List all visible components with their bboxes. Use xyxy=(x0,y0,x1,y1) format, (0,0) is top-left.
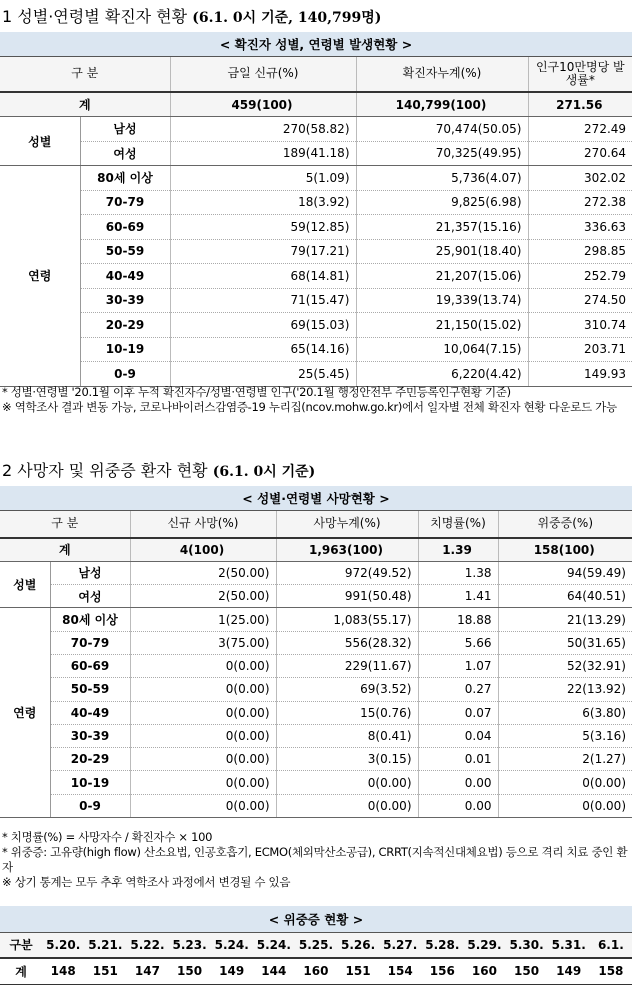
date-header: 5.24. xyxy=(211,932,253,958)
cell-value: 1(25.00) xyxy=(130,608,276,631)
table-caption: < 위중증 현황 > xyxy=(0,906,632,932)
date-header: 5.26. xyxy=(337,932,379,958)
critical-count: 149 xyxy=(548,958,590,984)
cell-value: 1.41 xyxy=(418,585,498,608)
values-row xyxy=(0,958,632,984)
row-label: 여성 xyxy=(50,585,130,608)
row-label: 50-59 xyxy=(80,239,170,264)
cell-value: 270(58.82) xyxy=(170,117,356,142)
cell-value: 0(0.00) xyxy=(130,794,276,817)
cell-value: 298.85 xyxy=(528,239,632,264)
section2-title xyxy=(2,458,315,481)
cell-value: 5,736(4.07) xyxy=(356,166,528,191)
cell-value: 310.74 xyxy=(528,313,632,338)
cell-value: 25,901(18.40) xyxy=(356,239,528,264)
cell-value: 21,207(15.06) xyxy=(356,264,528,289)
row-label: 30-39 xyxy=(80,288,170,313)
table-caption: < 확진자 성별, 연령별 발생현황 > xyxy=(0,32,632,56)
cell-value: 8(0.41) xyxy=(276,724,418,747)
cell-value: 6(3.80) xyxy=(498,701,632,724)
group-label: 연령 xyxy=(0,608,50,818)
cell-value: 94(59.49) xyxy=(498,561,632,584)
column-header: 신규 사망(%) xyxy=(130,510,276,538)
table-caption: < 성별·연령별 사망현황 > xyxy=(0,486,632,510)
date-header: 5.31. xyxy=(548,932,590,958)
row-label: 60-69 xyxy=(80,215,170,240)
section2-title-text: 사망자 및 위중증 환자 현황 xyxy=(17,461,208,480)
deaths-table xyxy=(0,486,632,818)
table-row xyxy=(0,141,632,166)
row-label: 10-19 xyxy=(50,771,130,794)
footnote: * 치명률(%) = 사망자수 / 확진자수 × 100 xyxy=(2,830,213,844)
date-header-row xyxy=(0,932,632,958)
cell-value: 2(50.00) xyxy=(130,561,276,584)
row-label: 70-79 xyxy=(80,190,170,215)
header-label: 구분 xyxy=(0,932,42,958)
cell-value: 21,357(15.16) xyxy=(356,215,528,240)
table-caption-row xyxy=(0,486,632,510)
date-header: 5.24. xyxy=(253,932,295,958)
cell-value: 556(28.32) xyxy=(276,631,418,654)
column-header: 인구10만명당 발생률* xyxy=(528,56,632,92)
cell-value: 0.01 xyxy=(418,748,498,771)
confirmed-cases-table xyxy=(0,32,632,387)
footnote: ※ 상기 통계는 모두 추후 역학조사 과정에서 변경될 수 있음 xyxy=(2,875,291,889)
table-row xyxy=(0,215,632,240)
table-row xyxy=(0,724,632,747)
cell-value: 69(15.03) xyxy=(170,313,356,338)
section2-notes xyxy=(2,830,630,890)
table-caption-row xyxy=(0,32,632,56)
cell-value: 6,220(4.42) xyxy=(356,362,528,387)
date-header: 5.23. xyxy=(169,932,211,958)
cell-value: 229(11.67) xyxy=(276,654,418,677)
column-header: 확진자누계(%) xyxy=(356,56,528,92)
cell-value: 64(40.51) xyxy=(498,585,632,608)
table-row xyxy=(0,117,632,142)
section2-subtitle: (6.1. 0시 기준) xyxy=(212,464,316,480)
footnote: ※ 역학조사 결과 변동 가능, 코로나바이러스감염증-19 누리집(ncov.mohw.go.kr)에서 일자별 전체 확진자 현황 다운로드 가능 xyxy=(2,400,617,414)
section1-number: 1 xyxy=(2,7,13,26)
column-header: 구 분 xyxy=(0,510,130,538)
table-row xyxy=(0,748,632,771)
row-label: 20-29 xyxy=(50,748,130,771)
section2-number: 2 xyxy=(2,461,13,480)
cell-value: 1.38 xyxy=(418,561,498,584)
row-label: 40-49 xyxy=(80,264,170,289)
cell-value: 10,064(7.15) xyxy=(356,337,528,362)
row-label: 여성 xyxy=(80,141,170,166)
date-header: 5.20. xyxy=(42,932,84,958)
cell-value: 189(41.18) xyxy=(170,141,356,166)
critical-count: 158 xyxy=(590,958,632,984)
critical-count: 160 xyxy=(295,958,337,984)
total-row xyxy=(0,92,632,117)
cell-value: 0.00 xyxy=(418,794,498,817)
table-row xyxy=(0,678,632,701)
critical-cases-table xyxy=(0,906,632,985)
column-header: 위중증(%) xyxy=(498,510,632,538)
table-row xyxy=(0,771,632,794)
total-value: 1,963(100) xyxy=(276,538,418,561)
group-label: 연령 xyxy=(0,166,80,387)
table-header-row xyxy=(0,510,632,538)
row-label: 60-69 xyxy=(50,654,130,677)
column-header: 금일 신규(%) xyxy=(170,56,356,92)
critical-count: 151 xyxy=(337,958,379,984)
table-row xyxy=(0,608,632,631)
cell-value: 0(0.00) xyxy=(498,771,632,794)
cell-value: 274.50 xyxy=(528,288,632,313)
date-header: 5.30. xyxy=(506,932,548,958)
cell-value: 0.04 xyxy=(418,724,498,747)
cell-value: 336.63 xyxy=(528,215,632,240)
date-header: 5.21. xyxy=(84,932,126,958)
table-row xyxy=(0,166,632,191)
cell-value: 15(0.76) xyxy=(276,701,418,724)
critical-count: 150 xyxy=(169,958,211,984)
cell-value: 3(0.15) xyxy=(276,748,418,771)
table-row xyxy=(0,701,632,724)
cell-value: 50(31.65) xyxy=(498,631,632,654)
cell-value: 0.27 xyxy=(418,678,498,701)
cell-value: 270.64 xyxy=(528,141,632,166)
cell-value: 18(3.92) xyxy=(170,190,356,215)
row-label: 40-49 xyxy=(50,701,130,724)
section1-title-text: 성별·연령별 확진자 현황 xyxy=(17,7,188,26)
cell-value: 0(0.00) xyxy=(276,794,418,817)
cell-value: 302.02 xyxy=(528,166,632,191)
group-label: 성별 xyxy=(0,561,50,608)
row-label: 남성 xyxy=(50,561,130,584)
row-label: 10-19 xyxy=(80,337,170,362)
cell-value: 272.49 xyxy=(528,117,632,142)
cell-value: 70,474(50.05) xyxy=(356,117,528,142)
total-value: 459(100) xyxy=(170,92,356,117)
total-row xyxy=(0,538,632,561)
cell-value: 21,150(15.02) xyxy=(356,313,528,338)
date-header: 5.29. xyxy=(463,932,505,958)
row-label: 30-39 xyxy=(50,724,130,747)
cell-value: 68(14.81) xyxy=(170,264,356,289)
cell-value: 272.38 xyxy=(528,190,632,215)
table-row xyxy=(0,585,632,608)
cell-value: 18.88 xyxy=(418,608,498,631)
table-caption-row xyxy=(0,906,632,932)
row-label: 50-59 xyxy=(50,678,130,701)
column-header: 사망누계(%) xyxy=(276,510,418,538)
footnote: * 성별·연령별 '20.1월 이후 누적 확진자수/성별·연령별 인구('20.1월 행정안전부 주민등록인구현황 기준) xyxy=(2,385,511,399)
cell-value: 5(3.16) xyxy=(498,724,632,747)
total-label: 계 xyxy=(0,92,170,117)
row-label: 남성 xyxy=(80,117,170,142)
cell-value: 0.07 xyxy=(418,701,498,724)
footnote: * 위중증: 고유량(high flow) 산소요법, 인공호흡기, ECMO(체외막산소공급), CRRT(지속적신대체요법) 등으로 격리 치료 중인 환자 xyxy=(2,845,628,874)
cell-value: 1.07 xyxy=(418,654,498,677)
cell-value: 149.93 xyxy=(528,362,632,387)
table-row xyxy=(0,362,632,387)
cell-value: 9,825(6.98) xyxy=(356,190,528,215)
cell-value: 5.66 xyxy=(418,631,498,654)
cell-value: 19,339(13.74) xyxy=(356,288,528,313)
cell-value: 203.71 xyxy=(528,337,632,362)
critical-count: 160 xyxy=(463,958,505,984)
column-header: 구 분 xyxy=(0,56,170,92)
table-row xyxy=(0,190,632,215)
total-value: 271.56 xyxy=(528,92,632,117)
table-row xyxy=(0,561,632,584)
cell-value: 0(0.00) xyxy=(130,701,276,724)
table-row xyxy=(0,337,632,362)
row-label: 80세 이상 xyxy=(50,608,130,631)
cell-value: 22(13.92) xyxy=(498,678,632,701)
date-header: 5.25. xyxy=(295,932,337,958)
cell-value: 252.79 xyxy=(528,264,632,289)
cell-value: 5(1.09) xyxy=(170,166,356,191)
table-row xyxy=(0,654,632,677)
cell-value: 71(15.47) xyxy=(170,288,356,313)
total-value: 1.39 xyxy=(418,538,498,561)
critical-count: 150 xyxy=(506,958,548,984)
date-header: 6.1. xyxy=(590,932,632,958)
cell-value: 79(17.21) xyxy=(170,239,356,264)
cell-value: 991(50.48) xyxy=(276,585,418,608)
cell-value: 2(50.00) xyxy=(130,585,276,608)
cell-value: 3(75.00) xyxy=(130,631,276,654)
row-label: 0-9 xyxy=(50,794,130,817)
cell-value: 21(13.29) xyxy=(498,608,632,631)
row-label: 20-29 xyxy=(80,313,170,338)
critical-count: 156 xyxy=(421,958,463,984)
row-label: 70-79 xyxy=(50,631,130,654)
table-row xyxy=(0,264,632,289)
table-header-row xyxy=(0,56,632,92)
section1-subtitle: (6.1. 0시 기준, 140,799명) xyxy=(192,10,382,26)
cell-value: 972(49.52) xyxy=(276,561,418,584)
critical-count: 144 xyxy=(253,958,295,984)
cell-value: 0(0.00) xyxy=(498,794,632,817)
cell-value: 70,325(49.95) xyxy=(356,141,528,166)
total-label: 계 xyxy=(0,538,130,561)
cell-value: 1,083(55.17) xyxy=(276,608,418,631)
critical-count: 148 xyxy=(42,958,84,984)
date-header: 5.27. xyxy=(379,932,421,958)
row-label: 0-9 xyxy=(80,362,170,387)
critical-count: 151 xyxy=(84,958,126,984)
table-row xyxy=(0,288,632,313)
total-value: 140,799(100) xyxy=(356,92,528,117)
cell-value: 0(0.00) xyxy=(130,748,276,771)
date-header: 5.28. xyxy=(421,932,463,958)
critical-count: 149 xyxy=(211,958,253,984)
total-value: 4(100) xyxy=(130,538,276,561)
cell-value: 0.00 xyxy=(418,771,498,794)
cell-value: 0(0.00) xyxy=(276,771,418,794)
cell-value: 0(0.00) xyxy=(130,654,276,677)
row-label: 80세 이상 xyxy=(80,166,170,191)
date-header: 5.22. xyxy=(126,932,168,958)
critical-count: 147 xyxy=(126,958,168,984)
critical-count: 154 xyxy=(379,958,421,984)
cell-value: 0(0.00) xyxy=(130,771,276,794)
table-row xyxy=(0,794,632,817)
cell-value: 65(14.16) xyxy=(170,337,356,362)
cell-value: 52(32.91) xyxy=(498,654,632,677)
cell-value: 25(5.45) xyxy=(170,362,356,387)
cell-value: 59(12.85) xyxy=(170,215,356,240)
cell-value: 0(0.00) xyxy=(130,724,276,747)
section1-title xyxy=(2,4,381,27)
table-row xyxy=(0,239,632,264)
total-value: 158(100) xyxy=(498,538,632,561)
table-row xyxy=(0,313,632,338)
cell-value: 0(0.00) xyxy=(130,678,276,701)
row-label: 계 xyxy=(0,958,42,984)
cell-value: 69(3.52) xyxy=(276,678,418,701)
section1-notes xyxy=(2,385,630,415)
group-label: 성별 xyxy=(0,117,80,166)
cell-value: 2(1.27) xyxy=(498,748,632,771)
table-row xyxy=(0,631,632,654)
column-header: 치명률(%) xyxy=(418,510,498,538)
